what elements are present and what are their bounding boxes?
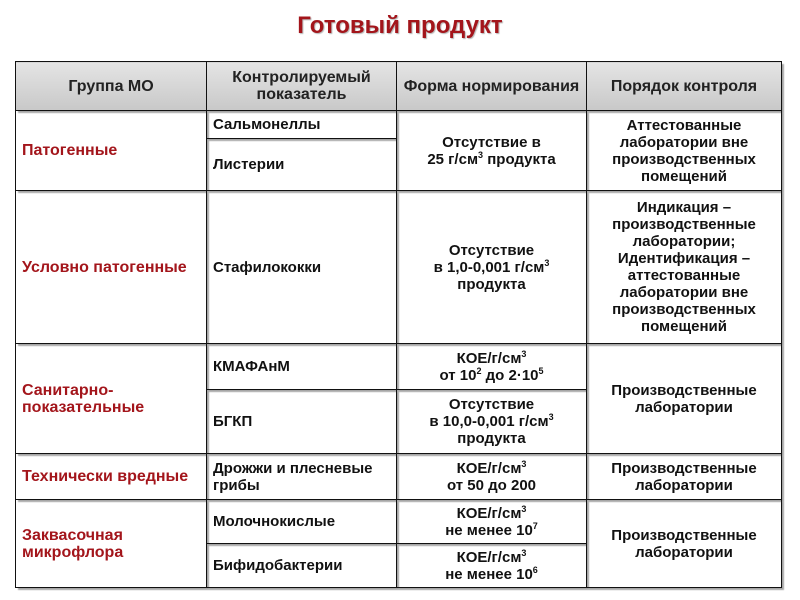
group-technical: Технически вредные bbox=[16, 454, 207, 500]
indicator-salmonella: Сальмонеллы bbox=[207, 111, 397, 139]
control-pathogenic: Аттестованные лаборатории вне производственных помещений bbox=[587, 111, 782, 191]
page-title: Готовый продукт bbox=[297, 12, 503, 39]
table-row bbox=[16, 500, 782, 544]
indicator-bgkp: БГКП bbox=[207, 390, 397, 454]
indicator-bifido: Бифидобактерии bbox=[207, 544, 397, 588]
control-starter: Производственные лаборатории bbox=[587, 500, 782, 588]
control-conditional: Индикация – производственные лаборатории; Идентификация – аттестованные лаборатории вне производственных помещений bbox=[587, 191, 782, 344]
indicator-kmafanm: КМАФАнМ bbox=[207, 344, 397, 390]
group-starter: Заквасочная микрофлора bbox=[16, 500, 207, 588]
group-sanitary: Санитарно-показательные bbox=[16, 344, 207, 454]
norm-kmafanm: КОЕ/$г/см^3$ от $10^2$ до $2\cdot 10^5$ bbox=[397, 344, 587, 390]
norm-bgkp: Отсутствие в 10,0-0,001 $г/см^3$ продукта bbox=[397, 390, 587, 454]
header-norm: Форма нормирования bbox=[397, 62, 587, 111]
indicator-staphylococci: Стафилококки bbox=[207, 191, 397, 344]
group-conditional: Условно патогенные bbox=[16, 191, 207, 344]
group-pathogenic: Патогенные bbox=[16, 111, 207, 191]
norm-bifido: КОЕ/$г/см^3$ не менее $10^6$ bbox=[397, 544, 587, 588]
norm-pathogenic: Отсутствие в 25 $г/см^3$ продукта bbox=[397, 111, 587, 191]
table-row bbox=[16, 454, 782, 500]
header-control: Порядок контроля bbox=[587, 62, 782, 111]
norm-technical: КОЕ/$г/см^3$ от 50 до 200 bbox=[397, 454, 587, 500]
norm-conditional: Отсутствие в 1,0-0,001 $г/см^3$ продукта bbox=[397, 191, 587, 344]
product-control-table bbox=[15, 61, 782, 588]
header-group: Группа МО bbox=[16, 62, 207, 111]
indicator-yeast-mold: Дрожжи и плесневые грибы bbox=[207, 454, 397, 500]
header-row bbox=[16, 62, 782, 111]
indicator-lactic: Молочнокислые bbox=[207, 500, 397, 544]
control-technical: Производственные лаборатории bbox=[587, 454, 782, 500]
norm-lactic: КОЕ/$г/см^3$ не менее $10^7$ bbox=[397, 500, 587, 544]
table-row bbox=[16, 111, 782, 139]
table-row bbox=[16, 344, 782, 390]
table-row bbox=[16, 191, 782, 344]
header-indicator: Контролируемый показатель bbox=[207, 62, 397, 111]
indicator-listeria: Листерии bbox=[207, 139, 397, 191]
control-sanitary: Производственные лаборатории bbox=[587, 344, 782, 454]
